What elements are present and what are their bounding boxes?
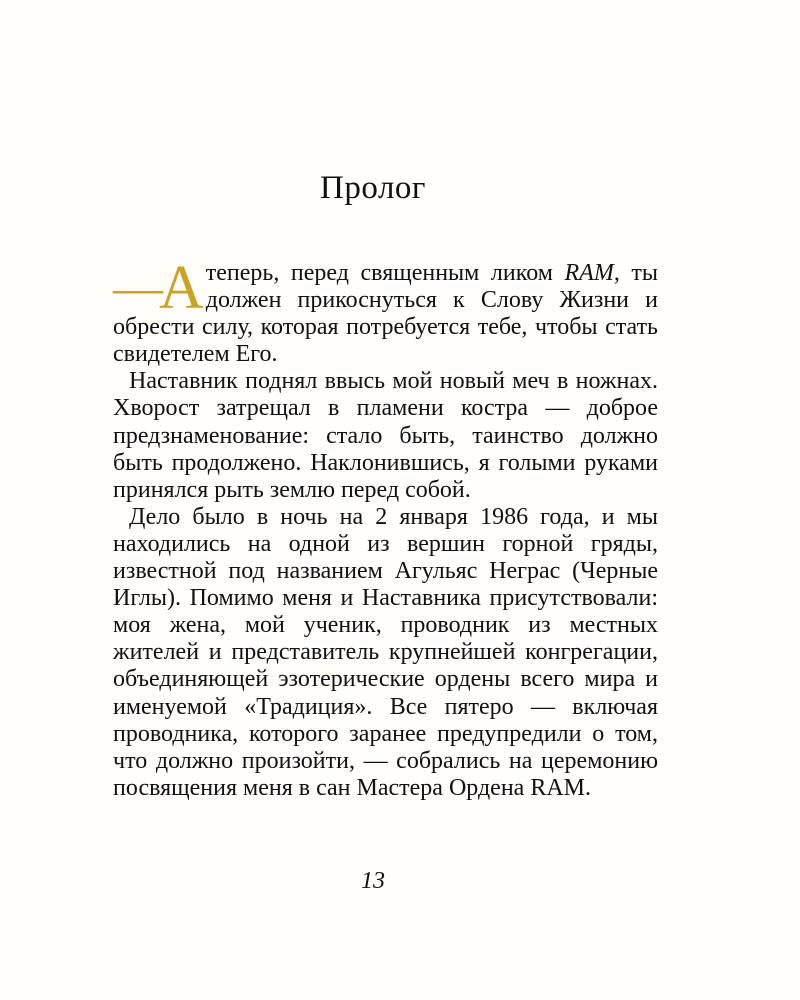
body-text (113, 254, 658, 802)
drop-cap-letter: А (159, 254, 204, 322)
page-number: 13 (361, 868, 385, 894)
paragraph-1-text-end: ты должен прикоснуться к Слову Жизни и обрести силу, которая потребуется тебе, чтобы стать свидетелем Его. (113, 260, 658, 368)
drop-cap (113, 254, 204, 322)
chapter-title: Пролог (320, 170, 426, 206)
paragraph-1-text-start: теперь, перед священным ликом (205, 260, 565, 286)
paragraph-2: Наставник поднял ввысь мой новый меч в ножнах. Хворост затрещал в пламени костра — доброе предзнаменование: стало быть, таинство должно быть продолжено. Наклонившись, я голыми руками принялся рыть землю перед собой. (113, 368, 658, 503)
paragraph-1-italic-term: RAM, (564, 260, 620, 286)
paragraph-3: Дело было в ночь на 2 января 1986 года, и мы находились на одной из вершин горной гряды, известной под названием Агульяс Неграс (Черные Иглы). Помимо меня и Наставника присутствовали: моя жена, мой ученик, проводник из местных жителей и представитель крупнейшей конгрегации, объединяющей эзотерические ордены всего мира и именуемой «Традиция». Все пятеро — включая проводника, которого заранее предупредили о том, что должно произойти, — собрались на церемонию посвящения меня в сан Мастера Ордена RAM. (113, 503, 658, 801)
drop-cap-dash: — (113, 259, 161, 315)
paragraph-1 (113, 254, 658, 368)
